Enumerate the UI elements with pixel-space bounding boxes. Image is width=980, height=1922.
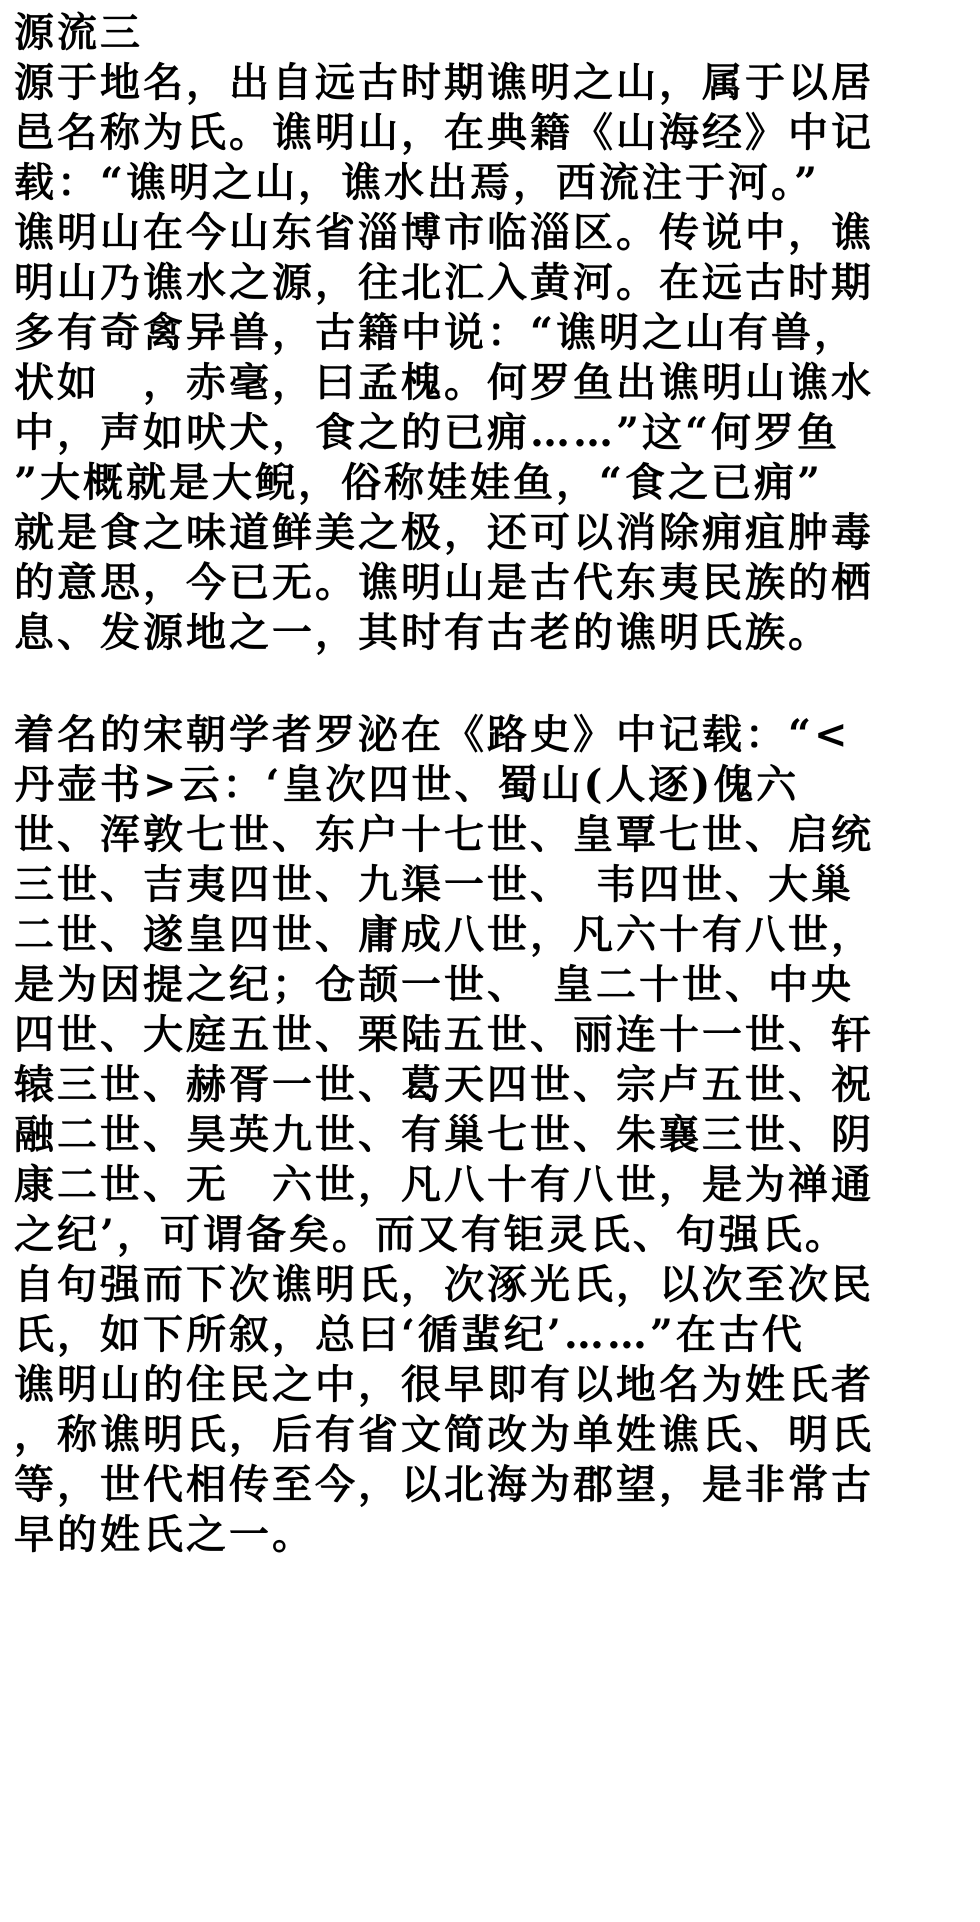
text-line: 辕三世、赫胥一世、葛天四世、宗卢五世、祝 bbox=[14, 1061, 874, 1108]
text-line: 丹壶书>云：‘皇次四世、蜀山(人逐)傀六 bbox=[14, 761, 800, 808]
text-line: 着名的宋朝学者罗泌在《路史》中记载：“< bbox=[14, 711, 851, 758]
text-line: 氏，如下所叙，总曰‘循蜚纪’……”在古代 bbox=[14, 1311, 805, 1358]
text-line: 多有奇禽异兽，古籍中说：“谯明之山有兽， bbox=[14, 309, 858, 356]
text-line: 载：“谯明之山，谯水出焉，西流注于河。” bbox=[14, 159, 821, 206]
text-line: 康二世、无 六世，凡八十有八世，是为禅通 bbox=[14, 1161, 874, 1208]
text-line: 明山乃谯水之源，往北汇入黄河。在远古时期 bbox=[14, 259, 874, 306]
text-line: 谯明山在今山东省淄博市临淄区。传说中，谯 bbox=[14, 209, 874, 256]
text-line: 源于地名，出自远古时期谯明之山，属于以居 bbox=[14, 59, 874, 106]
text-line: 邑名称为氏。谯明山，在典籍《山海经》中记 bbox=[14, 109, 874, 156]
text-line: 之纪’，可谓备矣。而又有钜灵氏、句强氏。 bbox=[14, 1211, 848, 1258]
text-line: 四世、大庭五世、栗陆五世、丽连十一世、轩 bbox=[14, 1011, 874, 1058]
text-line: 息、发源地之一，其时有古老的谯明氏族。 bbox=[14, 609, 831, 656]
text-line: 融二世、昊英九世、有巢七世、朱襄三世、阴 bbox=[14, 1111, 874, 1158]
text-line: 等，世代相传至今，以北海为郡望，是非常古 bbox=[14, 1461, 874, 1508]
text-line: 二世、遂皇四世、庸成八世，凡六十有八世， bbox=[14, 911, 874, 958]
text-line: 状如 ，赤毫，曰孟槐。何罗鱼出谯明山谯水 bbox=[14, 359, 874, 406]
text-line: 世、浑敦七世、东户十七世、皇覃七世、启统 bbox=[14, 811, 874, 858]
document-title: 源流三 bbox=[14, 9, 143, 56]
text-line: ”大概就是大鲵，俗称娃娃鱼，“食之已痈” bbox=[14, 459, 824, 506]
text-line: ，称谯明氏，后有省文简改为单姓谯氏、明氏 bbox=[14, 1411, 874, 1458]
text-line: 早的姓氏之一。 bbox=[14, 1511, 315, 1558]
text-line: 的意思，今已无。谯明山是古代东夷民族的栖 bbox=[14, 559, 874, 606]
text-line: 就是食之味道鲜美之极，还可以消除痈疽肿毒 bbox=[14, 509, 874, 556]
text-line: 三世、吉夷四世、九渠一世、 韦四世、大巢 bbox=[14, 861, 854, 908]
text-line: 是为因提之纪；仓颉一世、 皇二十世、中央 bbox=[14, 961, 854, 1008]
text-line: 中，声如吠犬，食之的已痈……”这“何罗鱼 bbox=[14, 409, 841, 456]
text-line: 谯明山的住民之中，很早即有以地名为姓氏者 bbox=[14, 1361, 874, 1408]
text-line: 自句强而下次谯明氏，次涿光氏，以次至次民 bbox=[14, 1261, 874, 1308]
